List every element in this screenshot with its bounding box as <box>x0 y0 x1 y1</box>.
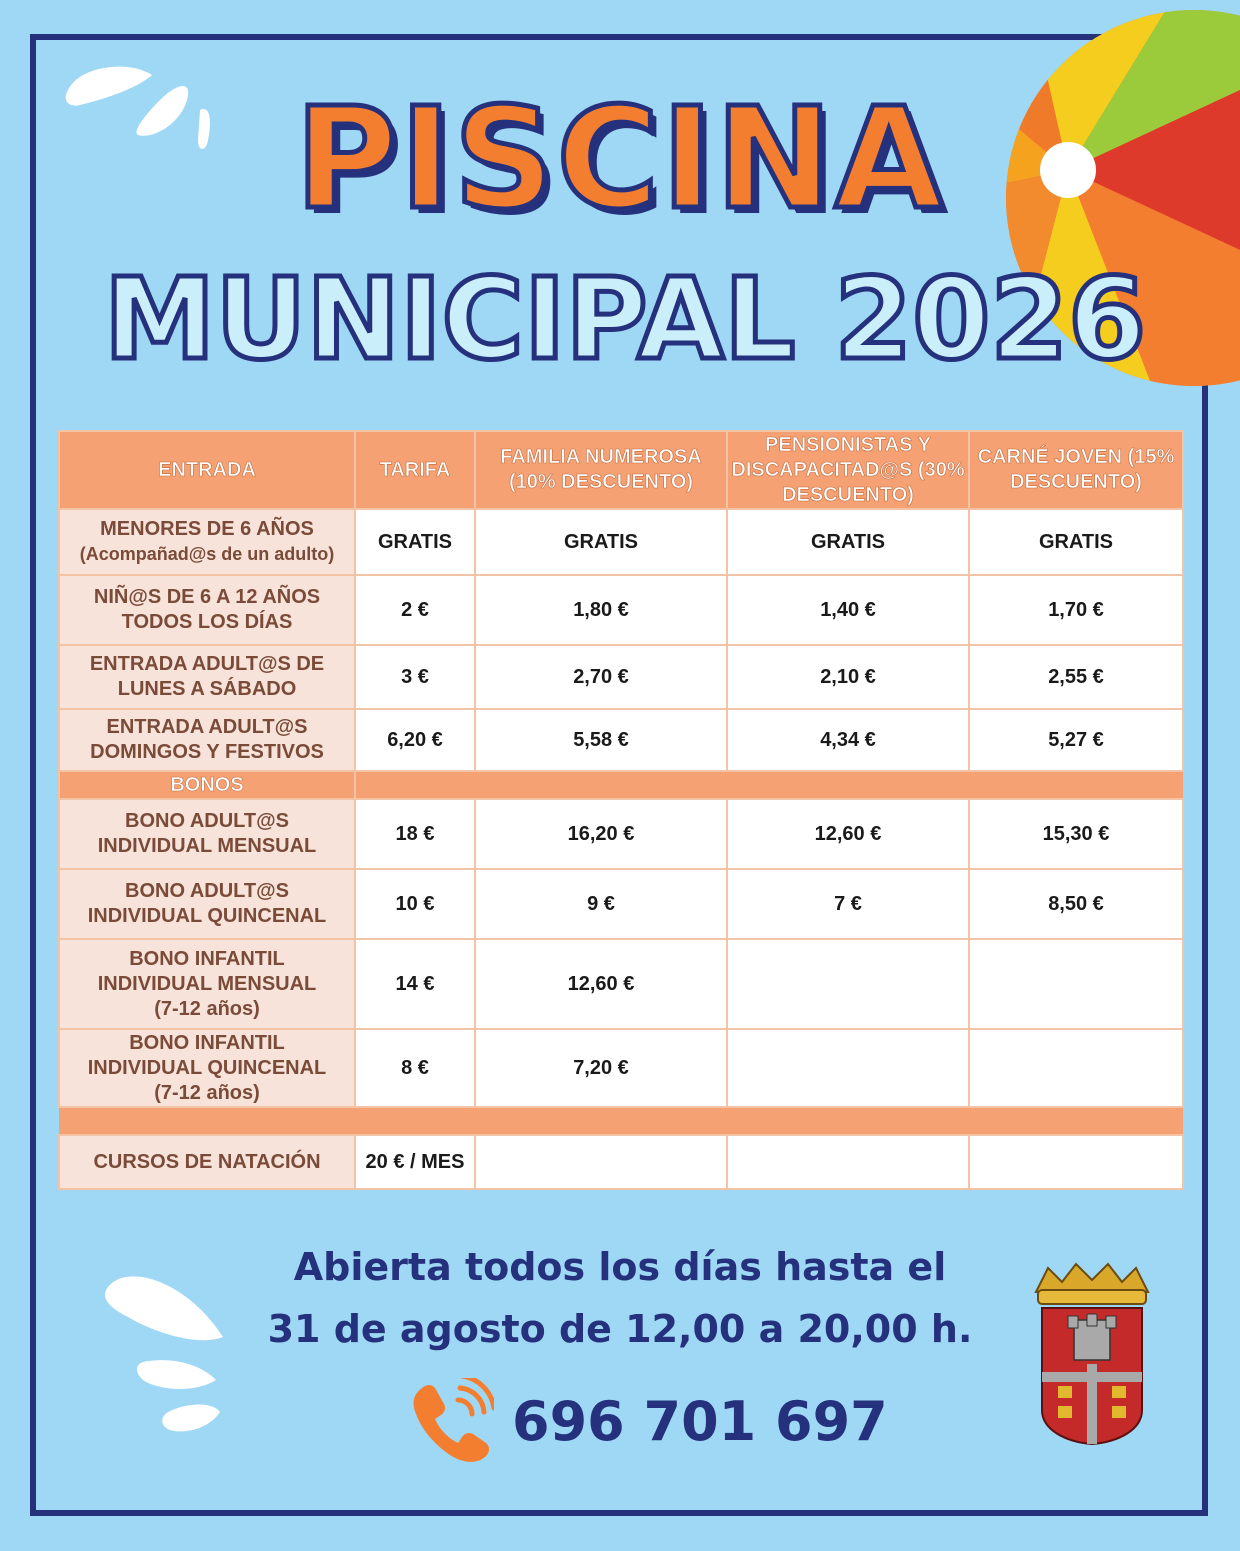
row-label <box>59 869 355 939</box>
row-label-sub: TODOS LOS DÍAS <box>121 611 293 633</box>
cell-tarifa: 14 € <box>355 939 475 1029</box>
row-label <box>59 799 355 869</box>
cell-joven: 1,70 € <box>969 575 1183 645</box>
title-municipal-2026: MUNICIPAL 2026 <box>103 255 1147 385</box>
cell-tarifa: 20 € / MES <box>355 1135 475 1189</box>
cell-tarifa: GRATIS <box>355 509 475 575</box>
row-label <box>59 939 355 1029</box>
row-label <box>59 575 355 645</box>
cell-joven: GRATIS <box>969 509 1183 575</box>
cell-tarifa: 6,20 € <box>355 709 475 771</box>
row-label-sub: INDIVIDUAL MENSUAL <box>97 835 317 857</box>
table-row <box>59 939 1183 1029</box>
cell-familia: 16,20 € <box>475 799 727 869</box>
row-label-main: BONO ADULT@S <box>125 880 289 902</box>
cell-familia: GRATIS <box>475 509 727 575</box>
row-label-sub: INDIVIDUAL QUINCENAL <box>87 1056 327 1079</box>
separator-fill <box>59 1107 1183 1135</box>
cell-empty <box>969 1135 1183 1189</box>
cell-pensionistas: 2,10 € <box>727 645 969 709</box>
table-row <box>59 645 1183 709</box>
cell-familia: 5,58 € <box>475 709 727 771</box>
cell-tarifa: 18 € <box>355 799 475 869</box>
cell-tarifa: 10 € <box>355 869 475 939</box>
bonos-label: BONOS <box>59 771 355 799</box>
row-label-main: BONO INFANTIL <box>129 947 285 970</box>
row-label <box>59 709 355 771</box>
phone-icon <box>408 1378 494 1464</box>
row-label-sub: INDIVIDUAL QUINCENAL <box>87 905 327 927</box>
table-row <box>59 869 1183 939</box>
cell-joven: 8,50 € <box>969 869 1183 939</box>
row-label <box>59 645 355 709</box>
cell-pensionistas: GRATIS <box>727 509 969 575</box>
table-row <box>59 709 1183 771</box>
bonos-band <box>59 771 1183 799</box>
cell-joven: 15,30 € <box>969 799 1183 869</box>
row-label-main: BONO INFANTIL <box>129 1031 285 1054</box>
water-splash-icon <box>98 1262 238 1442</box>
row-label-age: (7-12 años) <box>154 997 260 1020</box>
cell-joven <box>969 1029 1183 1107</box>
row-label-cursos: CURSOS DE NATACIÓN <box>59 1135 355 1189</box>
opening-info <box>180 1236 1060 1360</box>
cell-familia: 7,20 € <box>475 1029 727 1107</box>
row-label-main: ENTRADA ADULT@S <box>106 716 308 738</box>
row-label-main: MENORES DE 6 AÑOS <box>100 518 314 540</box>
table-row <box>59 799 1183 869</box>
cell-pensionistas <box>727 1029 969 1107</box>
table-row <box>59 1029 1183 1107</box>
cell-joven <box>969 939 1183 1029</box>
cell-pensionistas: 12,60 € <box>727 799 969 869</box>
cell-joven: 5,27 € <box>969 709 1183 771</box>
row-label-main: ENTRADA ADULT@S DE <box>89 653 325 675</box>
cell-joven: 2,55 € <box>969 645 1183 709</box>
title-piscina: PISCINA <box>295 78 945 241</box>
header-tarifa: TARIFA <box>355 431 475 509</box>
opening-line-1: Abierta todos los días hasta el <box>293 1245 947 1289</box>
cell-pensionistas: 1,40 € <box>727 575 969 645</box>
row-label <box>59 509 355 575</box>
cell-pensionistas: 4,34 € <box>727 709 969 771</box>
header-pensionistas: PENSIONISTAS Y DISCAPACITAD@S (30% DESCUENTO) <box>727 431 969 509</box>
table-row <box>59 509 1183 575</box>
separator-band <box>59 1107 1183 1135</box>
cell-empty <box>727 1135 969 1189</box>
table-row <box>59 1135 1183 1189</box>
row-label-sub: LUNES A SÁBADO <box>117 678 297 700</box>
table-row <box>59 575 1183 645</box>
cell-tarifa: 3 € <box>355 645 475 709</box>
bonos-band-fill <box>355 771 1183 799</box>
cell-pensionistas <box>727 939 969 1029</box>
cell-familia: 1,80 € <box>475 575 727 645</box>
coat-of-arms-icon <box>1028 1260 1156 1446</box>
cell-familia: 2,70 € <box>475 645 727 709</box>
row-label-sub: INDIVIDUAL MENSUAL <box>97 972 317 995</box>
table-header-row <box>59 431 1183 509</box>
row-label-sub: DOMINGOS Y FESTIVOS <box>90 741 324 763</box>
row-label <box>59 1029 355 1107</box>
phone-number: 696 701 697 <box>512 1390 888 1453</box>
row-label-age: (7-12 años) <box>154 1081 260 1104</box>
row-label-main: NIÑ@S DE 6 A 12 AÑOS <box>93 586 321 608</box>
header-carne-joven: CARNÉ JOVEN (15% DESCUENTO) <box>969 431 1183 509</box>
cell-tarifa: 2 € <box>355 575 475 645</box>
row-label-main: BONO ADULT@S <box>125 810 289 832</box>
cell-familia: 9 € <box>475 869 727 939</box>
row-label-sub: (Acompañad@s de un adulto) <box>79 544 335 564</box>
price-table <box>58 430 1184 1190</box>
cell-tarifa: 8 € <box>355 1029 475 1107</box>
cell-familia: 12,60 € <box>475 939 727 1029</box>
cell-empty <box>475 1135 727 1189</box>
cell-pensionistas: 7 € <box>727 869 969 939</box>
opening-line-2: 31 de agosto de 12,00 a 20,00 h. <box>267 1307 973 1351</box>
header-entrada: ENTRADA <box>59 431 355 509</box>
header-familia-numerosa: FAMILIA NUMEROSA (10% DESCUENTO) <box>475 431 727 509</box>
